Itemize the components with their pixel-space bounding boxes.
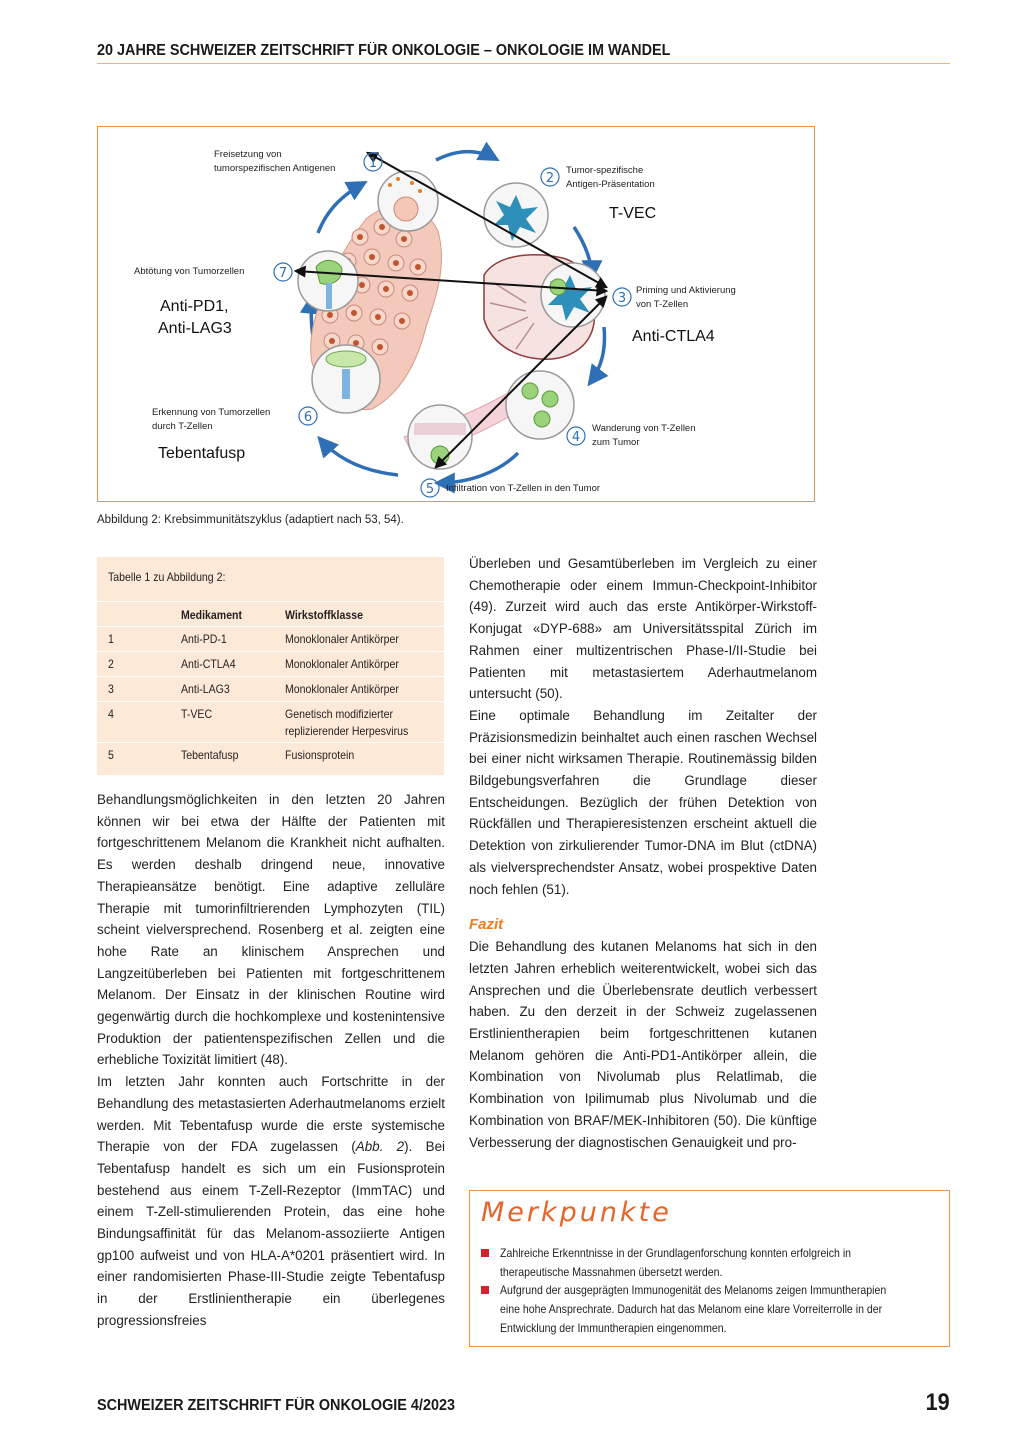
step-2-label-line-1: Tumor-spezifische (566, 165, 644, 176)
table-row (97, 701, 444, 742)
antigen-dot-icon (396, 177, 400, 181)
drug-label-tvec: T-VEC (609, 205, 657, 222)
paragraph: Überleben und Gesamtüberleben im Vergleich zu einer Chemotherapie oder einem Immun-Checkpoint-Inhibitor (49). Zurzeit wird auch das erste Antikörper-Wirkstoff-Konjugat «DYP-688» am Universitätsspital Zürich im Rahmen einer multizentrischen Phase-I/II-Studie bei Patienten mit metastasiertem Aderhautmelanom untersucht (50). (469, 556, 817, 702)
table-cell-number: 1 (108, 632, 114, 646)
drug-table (97, 557, 444, 775)
table-header-wirkstoffklasse: Wirkstoffklasse (285, 608, 363, 622)
step-4-label-line-2: zum Tumor (592, 437, 640, 448)
red-square-bullet-icon (481, 1286, 489, 1294)
table-cell-class: Fusionsprotein (285, 748, 355, 762)
table-body (97, 601, 444, 767)
table-title: Tabelle 1 zu Abbildung 2: (108, 570, 226, 584)
table-cell-class: Monoklonaler Antikörper (285, 632, 399, 646)
table-cell-class: Monoklonaler Antikörper (285, 657, 399, 671)
drug-label-antilag3: Anti-LAG3 (158, 320, 232, 337)
tebentafusp-molecule-icon (342, 369, 350, 399)
paragraph (97, 1071, 445, 1331)
merkpunkte-box (469, 1190, 950, 1347)
merkpunkte-item-line: eine hohe Ansprechrate. Dadurch hat das Melanom eine klare Vorreiterrolle in der (500, 1302, 883, 1316)
step-number-5: 5 (425, 482, 435, 497)
left-text-column (97, 789, 445, 1332)
merkpunkte-item (481, 1244, 936, 1284)
t-cell-icon (431, 446, 449, 464)
figure-reference: Abb. 2 (355, 1139, 405, 1155)
antibody-icon (326, 283, 332, 309)
table-cell-drug: Anti-LAG3 (181, 682, 230, 696)
step-7-label-line-1: Abtötung von Tumorzellen (134, 266, 245, 277)
paragraph: Eine optimale Behandlung im Zeitalter der Präzisionsmedizin beinhaltet auch einen raschen Wechsel bei einer nicht wirksamen Therapie. Routinemässig bilden Bildgebungsverfahren die Grundlage dieser Entscheidungen. Bezüglich der frühen Detektion von Rückfällen und Therapieresistenzen erscheint aktuell die Detektion von zirkulierender Tumor-DNA im Blut (ctDNA) als vielversprechendster Ansatz, wobei prospektive Daten noch fehlen (51). (469, 707, 817, 897)
step-5-label-line-1: Infiltration von T-Zellen in den Tumor (446, 483, 601, 494)
table-cell-drug: Tebentafusp (181, 748, 239, 762)
merkpunkte-item-line: Zahlreiche Erkenntnisse in der Grundlagenforschung konnten erfolgreich in (500, 1246, 852, 1260)
table-cell-drug: T-VEC (181, 707, 213, 721)
antigen-dot-icon (388, 183, 392, 187)
table-cell-number: 2 (108, 657, 114, 671)
merkpunkte-title: Merkpunkte (481, 1197, 672, 1228)
table-row (97, 676, 444, 701)
paragraph: Die Behandlung des kutanen Melanoms hat sich in den letzten Jahren erheblich weiterentwickelt, wobei sich das Ansprechen und die Überlebensrate deutlich verbessert haben. Zu den derzeit in der Schweiz zugelassenen Erstlinientherapien beim fortgeschrittenen kutanen Melanom gehören die Anti-PD1-Antikörper allein, die Kombination von Nivolumab plus Relatlimab, die Kombination von Ipilimumab plus Nivolumab und die Kombination von BRAF/MEK-Inhibitoren (50). Die künftige Verbesserung der diagnostischen Genauigkeit und pro- (469, 939, 817, 1150)
journal-footer: SCHWEIZER ZEITSCHRIFT FÜR ONKOLOGIE 4/2023 (97, 1397, 456, 1414)
red-square-bullet-icon (481, 1249, 489, 1257)
figure-cancer-immunity-cycle (97, 126, 815, 502)
table-header-row (97, 601, 444, 626)
step-number-6: 6 (303, 410, 313, 425)
step-6-label-line-2: durch T-Zellen (152, 421, 213, 432)
page-number: 19 (925, 1389, 950, 1416)
paragraph-text: ). Bei Tebentafusp handelt es sich um ein Fusionsprotein bestehend aus einem T-Zell-Rezeptor (ImmTAC) und einem T-Zell-stimulierenden Protein, das eine hohe Bindungsaffinität für das Melanom-assoziierte Antigen gp100 aufweist und von HLA-A*0201 präsentiert wird. In einer randomisierten Phase-III-Studie zeigte Tebentafusp in der Erstlinientherapie ein überlegenes progressionsfreies (97, 1139, 445, 1328)
drug-label-tebentafusp: Tebentafusp (158, 445, 246, 462)
figure-caption: Abbildung 2: Krebsimmunitätszyklus (adaptiert nach 53, 54). (97, 514, 404, 526)
table-cell-number: 5 (108, 748, 114, 762)
step-number-3: 3 (617, 291, 627, 306)
step-4-label-line-1: Wanderung von T-Zellen (592, 423, 696, 434)
running-header: 20 JAHRE SCHWEIZER ZEITSCHRIFT FÜR ONKOLOGIE – ONKOLOGIE IM WANDEL (97, 42, 671, 59)
merkpunkte-item-line: Entwicklung der Immuntherapien eingenommen. (500, 1321, 727, 1335)
step-number-1: 1 (368, 156, 378, 171)
vessel-wall-icon (414, 423, 466, 435)
t-cell-icon (542, 391, 558, 407)
table-row (97, 626, 444, 651)
table-cell-class: Monoklonaler Antikörper (285, 682, 399, 696)
step-number-2: 2 (545, 171, 555, 186)
section-heading-fazit: Fazit (469, 916, 504, 934)
header-rule (97, 63, 950, 64)
step-1-label-line-2: tumorspezifischen Antigenen (214, 163, 336, 174)
table-cell-number: 3 (108, 682, 114, 696)
drug-label-antictla4: Anti-CTLA4 (632, 328, 715, 345)
table-row (97, 742, 444, 767)
tumor-cell-icon (394, 197, 418, 221)
step-1-label-line-1: Freisetzung von (214, 149, 282, 160)
cancer-immunity-cycle-diagram (98, 127, 814, 501)
step-3-label-line-2: von T-Zellen (636, 299, 689, 310)
table-cell-drug: Anti-PD-1 (181, 632, 227, 646)
paragraph: Behandlungsmöglichkeiten in den letzten 20 Jahren können wir bei etwa der Hälfte der Patienten mit fortgeschrittenem Melanom die Krankheit nicht aufhalten. Es werden deshalb dringend neue, innovative Therapieansätze benötigt. Eine adaptive zelluläre Therapie mit tumorinfiltrierenden Lymphozyten (TIL) scheint vielversprechend. Rosenberg et al. zeigten eine hohe Rate an klinischem Ansprechen und Langzeitüberleben bei Patienten mit fortgeschrittenem Melanom. Der Einsatz in der klinischen Routine wird gegenwärtig durch die hochkomplexe und kostenintensive Produktion der patientenspezifischen Zellen und die erhebliche Toxizität limitiert (48). (97, 792, 445, 1068)
antigen-dot-icon (418, 189, 422, 193)
step-number-7: 7 (278, 266, 288, 281)
table-row (97, 651, 444, 676)
t-cell-receptor-icon (326, 351, 366, 367)
table-cell-drug: Anti-CTLA4 (181, 657, 236, 671)
table-cell-number: 4 (108, 707, 114, 721)
step-3-label-line-1: Priming und Aktivierung (636, 285, 736, 296)
step-6-label-line-1: Erkennung von Tumorzellen (152, 407, 271, 418)
table-header-medikament: Medikament (181, 608, 243, 622)
t-cell-icon (534, 411, 550, 427)
right-text-column (469, 553, 817, 1153)
table-cell-class: Genetisch modifizierter (285, 707, 393, 721)
paragraph-text: Im letzten Jahr konnten auch Fortschritte in der Behandlung des metastasierten Aderhautmelanoms erzielt werden. Mit Tebentafusp wurde die erste systemische Therapie von der FDA zugelassen ( (97, 1074, 445, 1155)
step-2-label-line-2: Antigen-Präsentation (566, 179, 655, 190)
merkpunkte-item (481, 1281, 936, 1341)
step-number-4: 4 (571, 430, 581, 445)
table-cell-class-line-2: replizierender Herpesvirus (285, 724, 409, 738)
antigen-dot-icon (410, 181, 414, 185)
drug-label-antipd1: Anti-PD1, (160, 298, 229, 315)
t-cell-icon (522, 383, 538, 399)
merkpunkte-item-line: Aufgrund der ausgeprägten Immunogenität des Melanoms zeigen Immuntherapien (500, 1283, 887, 1297)
merkpunkte-item-line: therapeutische Massnahmen übersetzt werden. (500, 1265, 723, 1279)
